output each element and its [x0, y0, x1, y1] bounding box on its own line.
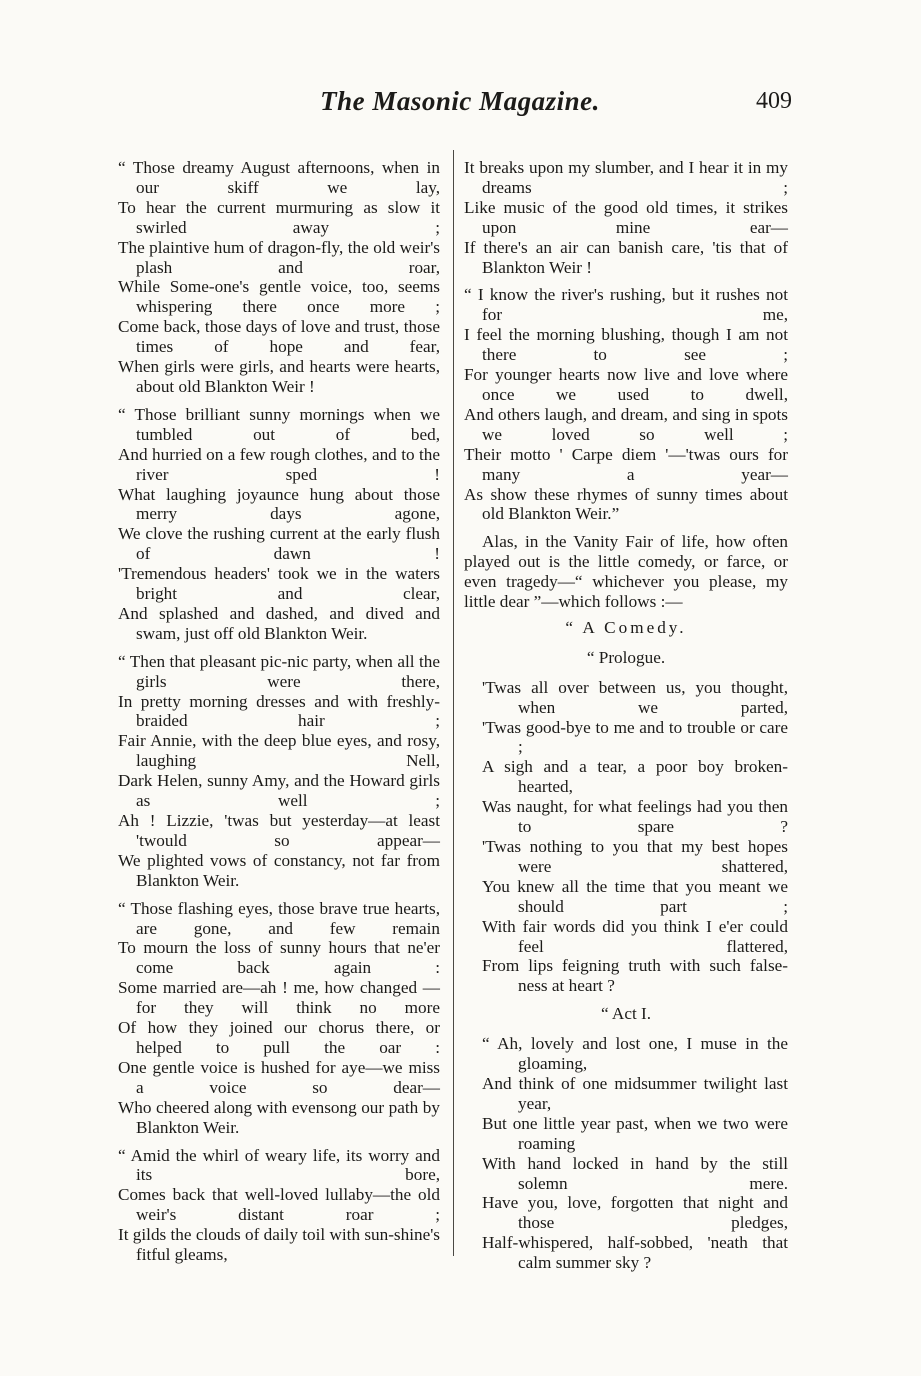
page-number: 409	[756, 88, 792, 114]
verse-line: As show these rhymes of sunny times about old Blankton Weir.”	[464, 484, 788, 524]
verse-line: A sigh and a tear, a poor boy broken-hearted,	[482, 757, 788, 797]
verse-line: While Some-one's gentle voice, too, seems whispering there once more ;	[118, 277, 440, 317]
verse-line: Like music of the good old times, it strikes upon mine ear—	[464, 197, 788, 237]
verse-line: Come back, those days of love and trust, those times of hope and fear,	[118, 317, 440, 357]
stanza	[118, 158, 440, 397]
verse-line: 'Twas nothing to you that my best hopes were shattered,	[482, 837, 788, 876]
verse-line: One gentle voice is hushed for aye—we miss a voice so dear—	[118, 1057, 440, 1097]
verse-line: 'Twas all over between us, you thought, when we parted,	[482, 677, 788, 717]
verse-line: It gilds the clouds of daily toil with sun-shine's fitful gleams,	[118, 1225, 440, 1265]
verse-line: “ I know the river's rushing, but it rushes not for me,	[464, 285, 788, 325]
verse-line: And others laugh, and dream, and sing in spots we loved so well ;	[464, 404, 788, 444]
prologue-heading: “ Prologue.	[586, 647, 666, 667]
verse-line: In pretty morning dresses and with freshly-braided hair ;	[118, 691, 440, 731]
verse-line: “ Those dreamy August afternoons, when in our skiff we lay,	[118, 158, 440, 197]
verse-line: Fair Annie, with the deep blue eyes, and rosy, laughing Nell,	[118, 731, 440, 771]
left-column	[118, 158, 440, 1273]
verse-line: Who cheered along with evensong our path by Blankton Weir.	[118, 1097, 440, 1137]
verse-line: To mourn the loss of sunny hours that ne'er come back again :	[118, 938, 440, 978]
verse-line: “ Those flashing eyes, those brave true hearts, are gone, and few remain	[118, 898, 440, 938]
verse-line: And hurried on a few rough clothes, and to the river sped !	[118, 444, 440, 484]
verse-line: But one little year past, when we two were roaming	[482, 1113, 788, 1153]
verse-line: With fair words did you think I e'er could feel flattered,	[482, 916, 788, 956]
verse-line: Ah ! Lizzie, 'twas but yesterday—at least 'twould so appear—	[118, 811, 440, 850]
stanza	[118, 405, 440, 644]
verse-line: You knew all the time that you meant we should part ;	[482, 876, 788, 916]
prose-paragraph: Alas, in the Vanity Fair of life, how often played out is the little comedy, or farce, or even tragedy—“ whichever you please, my little dear ”—which follows :—	[464, 532, 788, 612]
verse-line: It breaks upon my slumber, and I hear it in my dreams ;	[464, 158, 788, 197]
verse-line: From lips feigning truth with such false-ness at heart ?	[482, 956, 788, 996]
verse-line: 'Tremendous headers' took we in the waters bright and clear,	[118, 564, 440, 604]
verse-line: “ Ah, lovely and lost one, I muse in the gloaming,	[482, 1034, 788, 1074]
verse-line: “ Then that pleasant pic-nic party, when all the girls were there,	[118, 651, 440, 691]
stanza	[118, 1146, 440, 1265]
page-header	[120, 86, 800, 126]
verse-line: The plaintive hum of dragon-fly, the old weir's plash and roar,	[118, 237, 440, 277]
verse-line: Their motto ' Carpe diem '—'twas ours for many a year—	[464, 444, 788, 484]
verse-line: When girls were girls, and hearts were hearts, about old Blankton Weir !	[118, 357, 440, 396]
verse-line: Comes back that well-loved lullaby—the old weir's distant roar ;	[118, 1185, 440, 1225]
comedy-heading: “ A Comedy.	[565, 617, 687, 637]
verse-line: Was naught, for what feelings had you then to spare ?	[482, 797, 788, 837]
verse-line: And think of one midsummer twilight last year,	[482, 1073, 788, 1113]
verse-line: To hear the current murmuring as slow it swirled away ;	[118, 197, 440, 237]
verse-line: Half-whispered, half-sobbed, 'neath that calm summer sky ?	[482, 1233, 788, 1273]
verse-line: Some married are—ah ! me, how changed —for they will think no more	[118, 978, 440, 1018]
verse-line: I feel the morning blushing, though I am not there to see ;	[464, 325, 788, 365]
magazine-title: The Masonic Magazine.	[320, 86, 600, 116]
stanza	[464, 285, 788, 524]
verse-line: With hand locked in hand by the still solemn mere.	[482, 1153, 788, 1193]
act-heading: “ Act I.	[600, 1004, 652, 1024]
verse-line: Of how they joined our chorus there, or helped to pull the oar :	[118, 1018, 440, 1057]
verse-line: Have you, love, forgotten that night and those pledges,	[482, 1193, 788, 1233]
verse-line: “ Amid the whirl of weary life, its worry and its bore,	[118, 1145, 440, 1185]
verse-line: For younger hearts now live and love where once we used to dwell,	[464, 365, 788, 404]
column-divider	[453, 150, 454, 1256]
act-stanza	[464, 1034, 788, 1273]
prologue-stanza	[464, 678, 788, 997]
stanza	[464, 158, 788, 277]
verse-line: If there's an air can banish care, 'tis that of Blankton Weir !	[464, 237, 788, 277]
verse-line: We plighted vows of constancy, not far from Blankton Weir.	[118, 850, 440, 890]
verse-line: 'Twas good-bye to me and to trouble or care ;	[482, 717, 788, 757]
verse-line: Dark Helen, sunny Amy, and the Howard girls as well ;	[118, 771, 440, 811]
verse-line: We clove the rushing current at the early flush of dawn !	[118, 524, 440, 564]
verse-line: “ Those brilliant sunny mornings when we tumbled out of bed,	[118, 404, 440, 444]
stanza	[118, 652, 440, 891]
stanza	[118, 899, 440, 1138]
right-column	[464, 158, 788, 1281]
verse-line: What laughing joyaunce hung about those merry days agone,	[118, 484, 440, 524]
verse-line: And splashed and dashed, and dived and swam, just off old Blankton Weir.	[118, 603, 440, 643]
